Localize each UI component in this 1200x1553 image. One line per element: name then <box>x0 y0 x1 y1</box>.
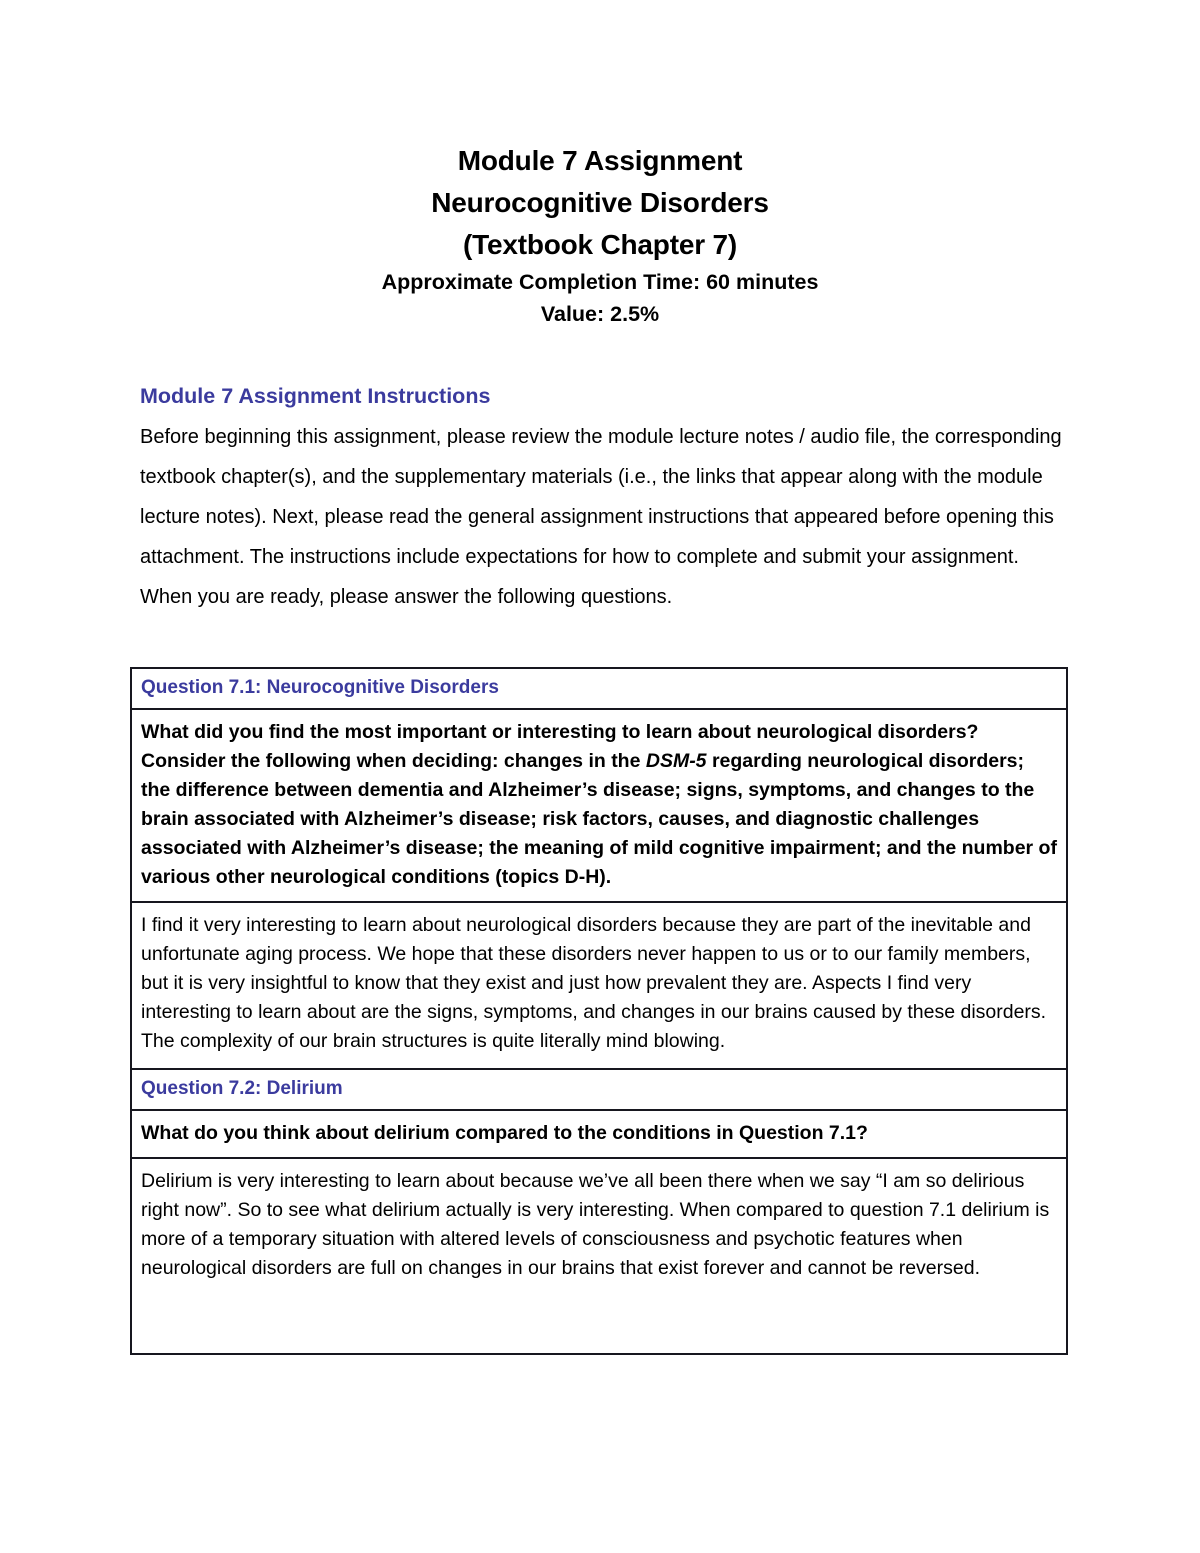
question-7-1-prompt-row <box>132 710 1066 903</box>
question-7-2-prompt-row <box>132 1111 1066 1159</box>
question-7-1-answer[interactable]: I find it very interesting to learn about neurological disorders because they are part of the inevitable and unfortunate aging process. We hope that these disorders never happen to us or to our family members, but it is very insightful to know that they exist and just how prevalent they are. Aspects I find very interesting to learn about are the signs, symptoms, and changes in our brains caused by these disorders. The complexity of our brain structures is quite literally mind blowing. <box>141 914 1047 1052</box>
question-7-2-answer-row[interactable] <box>132 1159 1066 1353</box>
question-7-2-header-row <box>132 1070 1066 1111</box>
question-7-1-header: Question 7.1: Neurocognitive Disorders <box>141 677 499 698</box>
title-line-2: Neurocognitive Disorders <box>431 187 769 218</box>
question-7-2-prompt: What do you think about delirium compared to the conditions in Question 7.1? <box>141 1122 868 1144</box>
question-7-2-answer[interactable]: Delirium is very interesting to learn about because we’ve all been there when we say “I am so delirious right now”. So to see what delirium actually is very interesting. When compared to question 7.1 delirium is more of a temporary situation with altered levels of consciousness and psychotic features when neurological disorders are full on changes in our brains that exist forever and cannot be reversed. <box>141 1170 1050 1279</box>
instructions-body: Before beginning this assignment, please review the module lecture notes / audio file, the corresponding textbook chapter(s), and the supplementary materials (i.e., the links that appear along with the module lecture notes). Next, please read the general assignment instructions that appeared before opening this attachment. The instructions include expectations for how to complete and submit your assignment. When you are ready, please answer the following questions. <box>140 426 1062 608</box>
document-title-block <box>130 140 1070 330</box>
question-7-1-prompt <box>132 710 1066 901</box>
title-line-3: (Textbook Chapter 7) <box>463 229 737 260</box>
question-7-1-header-row <box>132 669 1066 710</box>
title-line-1: Module 7 Assignment <box>457 145 743 176</box>
question-7-2-header: Question 7.2: Delirium <box>141 1078 343 1099</box>
question-7-1-prompt-part2: regarding neurological disorders; the difference between dementia and Alzheimer’s disease; signs, symptoms, and changes to the brain associated with Alzheimer’s disease; risk factors, causes, and diagnostic challenges associated with Alzheimer’s disease; the meaning of mild cognitive impairment; and the number of various other neurological conditions (topics D-H). <box>141 750 1057 888</box>
dsm-5-reference: DSM-5 <box>645 750 707 772</box>
assignment-value: Value: 2.5% <box>540 302 660 326</box>
question-7-1-answer-row[interactable] <box>132 903 1066 1070</box>
instructions-section <box>140 381 1065 617</box>
instructions-heading: Module 7 Assignment Instructions <box>140 384 491 408</box>
question-7-1-prompt-part1: What did you find the most important or interesting to learn about neurological disorders? Consider the following when deciding: changes in the <box>141 721 979 772</box>
questions-table <box>130 667 1068 1355</box>
completion-time: Approximate Completion Time: 60 minutes <box>381 270 819 294</box>
